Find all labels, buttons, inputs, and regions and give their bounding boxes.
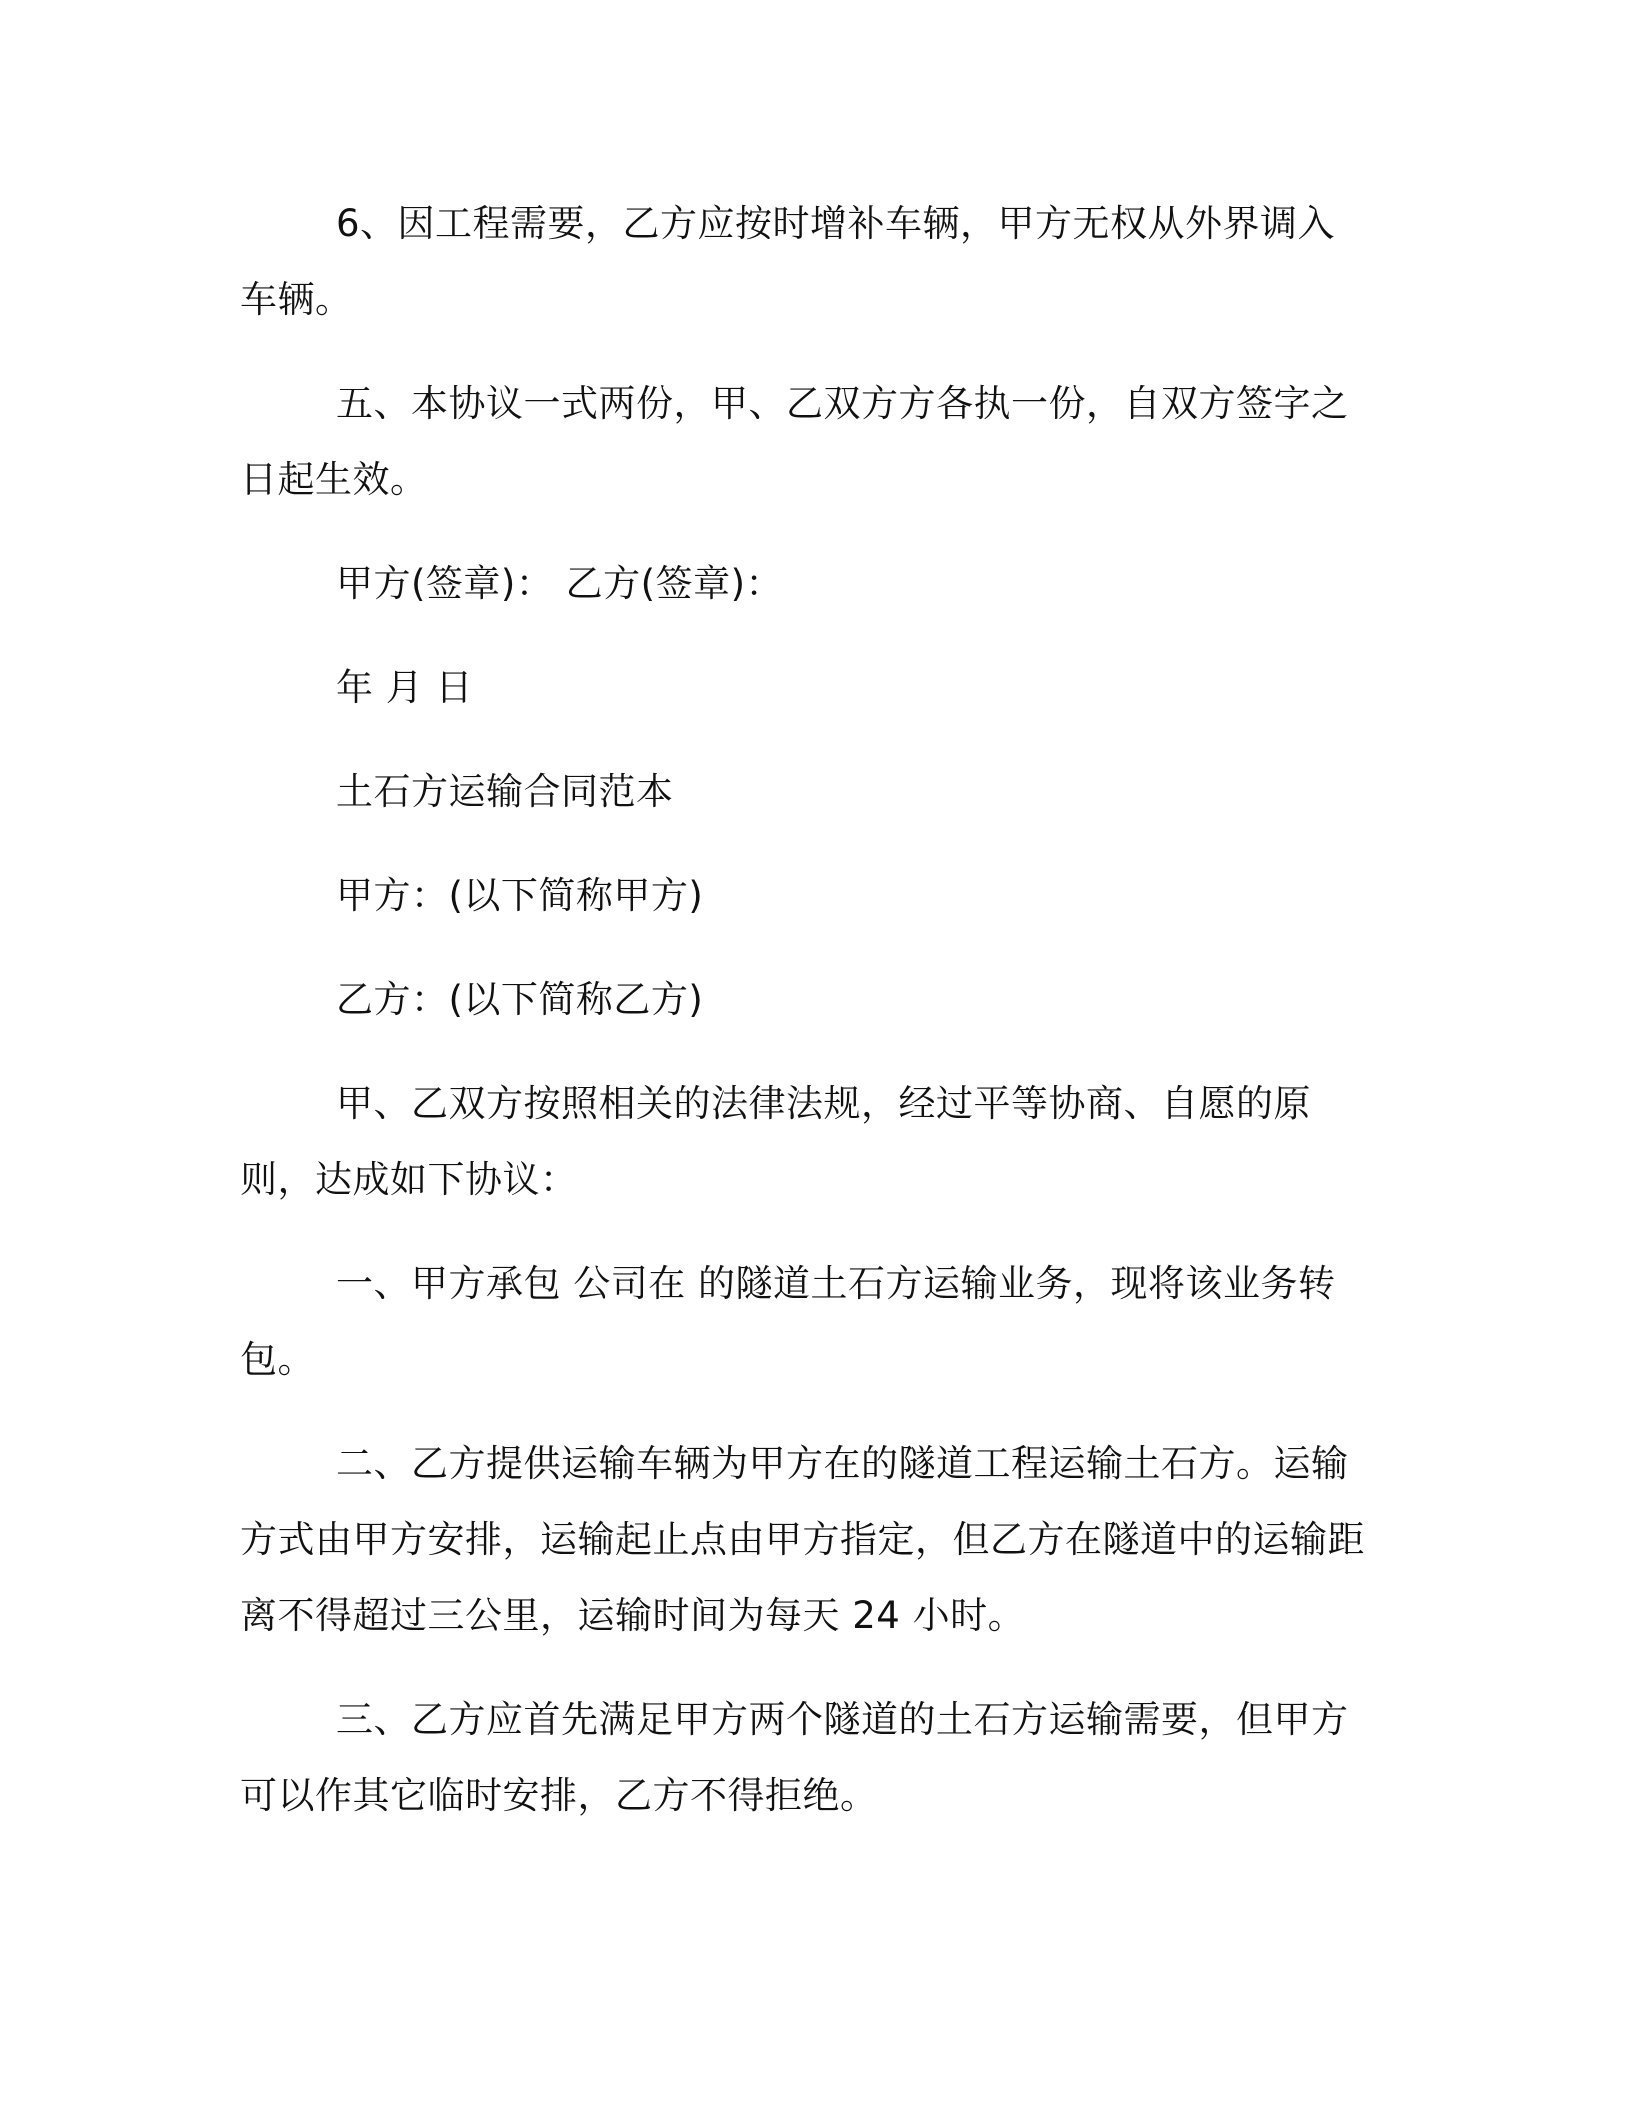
date-line: 年 月 日 <box>336 666 474 709</box>
signature-line: 甲方(签章)： 乙方(签章)： <box>336 562 784 605</box>
clause-1-subcontract: 一、甲方承包 公司在 的隧道土石方运输业务，现将该业务转包。 <box>240 1262 1336 1381</box>
clause-2-transport-terms: 二、乙方提供运输车辆为甲方在的隧道工程运输土石方。运输方式由甲方安排，运输起止点由甲方指定，但乙方在隧道中的运输距离不得超过三公里，运输时间为每天 24 小时。 <box>240 1442 1365 1637</box>
clause-6-vehicle-supply: 6、因工程需要，乙方应按时增补车辆，甲方无权从外界调入车辆。 <box>240 202 1336 321</box>
contract-title: 土石方运输合同范本 <box>336 770 674 813</box>
agreement-intro: 甲、乙双方按照相关的法律法规，经过平等协商、自愿的原则，达成如下协议： <box>240 1082 1311 1201</box>
party-b-line: 乙方：(以下简称乙方) <box>336 978 704 1021</box>
clause-5-copies-effect: 五、本协议一式两份，甲、乙双方方各执一份，自双方签字之日起生效。 <box>240 382 1349 501</box>
party-a-line: 甲方：(以下简称甲方) <box>336 874 704 917</box>
document-body <box>240 186 1368 1862</box>
clause-3-priority-needs: 三、乙方应首先满足甲方两个隧道的土石方运输需要，但甲方可以作其它临时安排，乙方不得拒绝。 <box>240 1698 1349 1817</box>
